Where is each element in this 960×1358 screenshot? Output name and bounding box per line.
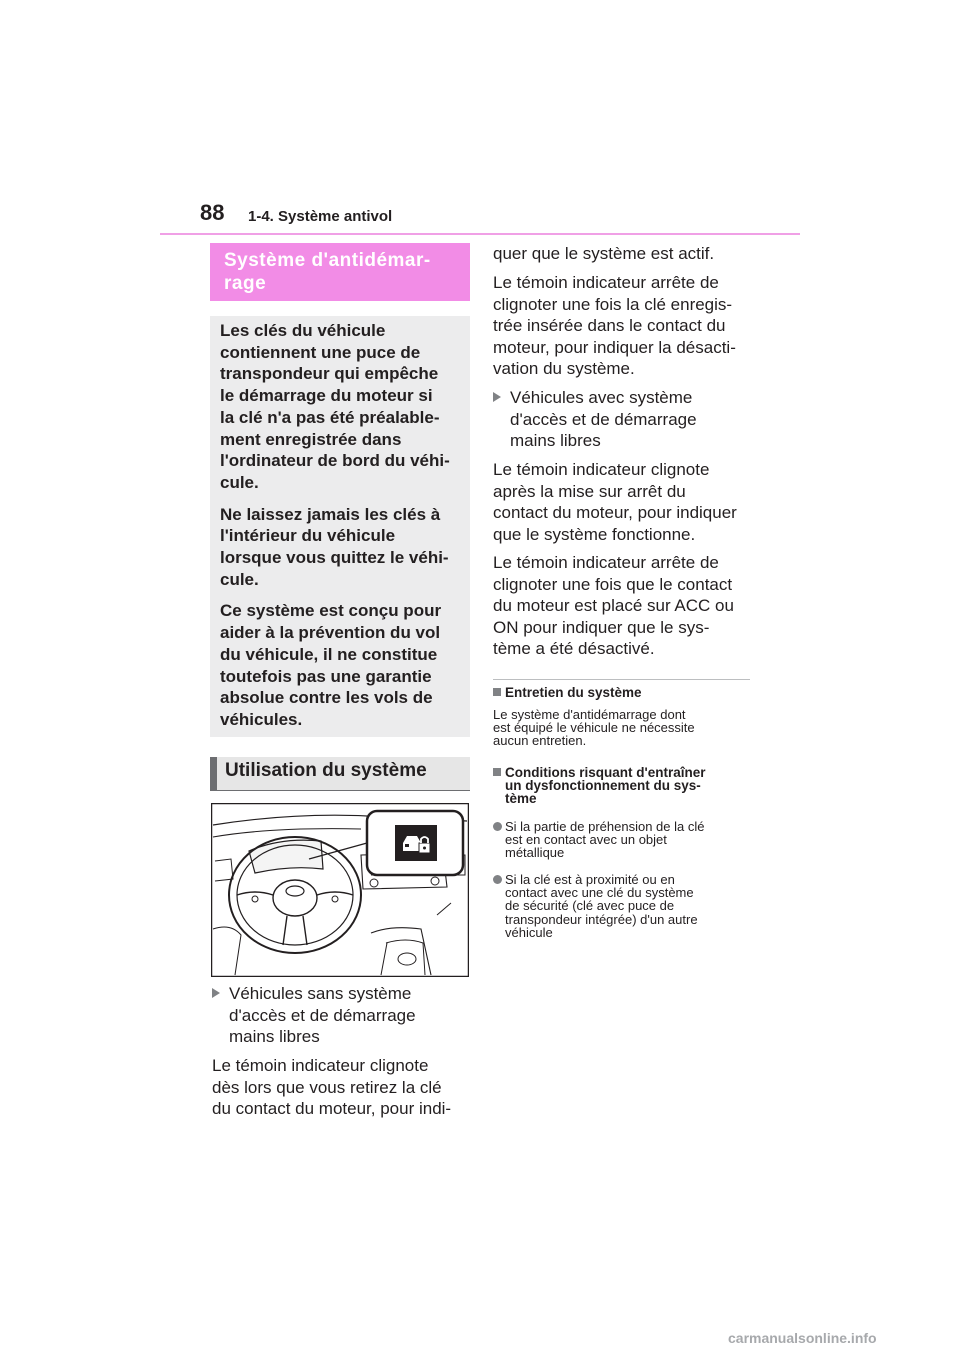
paragraph-deactivated: [493, 552, 755, 660]
text-line: aider à la prévention du vol: [220, 623, 441, 643]
text-line: Si la partie de préhension de la clé: [505, 819, 705, 834]
square-bullet-icon: [493, 688, 501, 696]
chapter-title: 1-4. Système antivol: [248, 208, 393, 225]
text-line: transpondeur qui empêche: [220, 364, 439, 384]
intro-paragraph: [220, 600, 460, 730]
paragraph-continued: quer que le système est actif.: [493, 244, 715, 263]
text-line: véhicule: [505, 924, 553, 940]
note-title: Entretien du système: [505, 685, 642, 700]
note-title: tème: [505, 791, 537, 806]
list-item-text: [505, 873, 698, 939]
note-heading-maintenance: [493, 686, 755, 699]
text-line: absolue contre les vols de: [220, 688, 433, 708]
text-line: mains libres: [229, 1027, 320, 1046]
header-divider: [160, 233, 800, 235]
text-line: Ne laissez jamais les clés à: [220, 504, 441, 524]
text-line: Le témoin indicateur arrête de: [493, 553, 719, 572]
text-line: Ce système est conçu pour: [220, 601, 442, 621]
text-line: est équipé le véhicule ne nécessite: [493, 720, 695, 736]
text-line: contiennent une puce de: [220, 342, 421, 362]
text-line: Véhicules sans système: [229, 984, 412, 1003]
section-title-line: Système d'antidémar-: [224, 250, 431, 271]
text-line: Véhicules avec système: [510, 388, 693, 407]
text-line: l'ordinateur de bord du véhi-: [220, 451, 450, 471]
note-heading-malfunction: [493, 766, 755, 805]
text-line: contact avec une clé du système: [505, 885, 694, 901]
text-line: après la mise sur arrêt du: [493, 481, 686, 501]
circle-bullet-icon: [493, 822, 502, 831]
text-line: cule.: [220, 569, 259, 589]
text-line: est en contact avec un objet: [505, 832, 667, 848]
text-line: clignoter une fois la clé enregis-: [493, 294, 733, 314]
text-line: que le système fonctionne.: [493, 524, 696, 544]
text-line: aucun entretien.: [493, 733, 587, 749]
text-line: moteur, pour indiquer la désacti-: [493, 337, 736, 357]
bullet-no-smart-key: [212, 983, 470, 1051]
footer-watermark: carmanualsonline.info: [728, 1330, 877, 1346]
text-line: toutefois pas une garantie: [220, 666, 432, 686]
text-line: vation du système.: [493, 359, 635, 378]
text-line: ON pour indiquer que le sys-: [493, 617, 710, 637]
triangle-bullet-icon: [493, 392, 501, 402]
section-title-immobilizer: [210, 243, 470, 301]
intro-box: [210, 316, 470, 737]
text-line: Le système d'antidémarrage dont: [493, 707, 686, 722]
text-line: l'intérieur du véhicule: [220, 526, 396, 546]
bullet-smart-key: [493, 387, 755, 455]
note-title: Conditions risquant d'entraîner: [505, 765, 706, 780]
list-item: [493, 873, 755, 943]
intro-paragraph: [220, 320, 460, 494]
text-line: dès lors que vous retirez la clé: [212, 1077, 442, 1097]
text-line: trée insérée dans le contact du: [493, 316, 726, 335]
text-line: du contact du moteur, pour indi-: [212, 1099, 452, 1118]
text-line: véhicules.: [220, 709, 303, 729]
text-line: Si la clé est à proximité ou en: [505, 872, 675, 887]
bullet-text: [510, 387, 697, 452]
paragraph-blinks-when-removed: [212, 1055, 474, 1120]
bullet-text: [229, 983, 416, 1048]
paragraph-stops-blinking: [493, 272, 755, 380]
circle-bullet-icon: [493, 875, 502, 884]
text-line: Le témoin indicateur arrête de: [493, 273, 719, 292]
dashboard-illustration: [211, 803, 469, 977]
text-line: du moteur est placé sur ACC ou: [493, 596, 734, 615]
list-item: [493, 820, 755, 862]
text-line: transpondeur intégrée) d'un autre: [505, 911, 698, 927]
text-line: mains libres: [510, 431, 601, 450]
subsection-divider: [210, 790, 470, 791]
text-line: clignoter une fois que le contact: [493, 574, 733, 594]
text-line: contact du moteur, pour indiquer: [493, 503, 737, 522]
square-bullet-icon: [493, 768, 501, 776]
text-line: lorsque vous quittez le véhi-: [220, 548, 449, 568]
section-title-line: rage: [224, 273, 267, 294]
text-line: cule.: [220, 472, 259, 492]
text-line: de sécurité (clé avec puce de: [505, 898, 675, 914]
text-line: d'accès et de démarrage: [510, 409, 697, 429]
text-line: le démarrage du moteur si: [220, 386, 433, 406]
text-line: tème a été désactivé.: [493, 639, 655, 658]
text-line: métallique: [505, 845, 565, 861]
list-item-text: [505, 820, 704, 860]
text-line: d'accès et de démarrage: [229, 1005, 416, 1025]
text-line: Le témoin indicateur clignote: [212, 1056, 429, 1075]
intro-paragraph: [220, 504, 460, 591]
subsection-title: Utilisation du système: [210, 757, 470, 791]
text-line: Le témoin indicateur clignote: [493, 460, 710, 479]
notes-divider: [493, 679, 750, 680]
text-line: du véhicule, il ne constitue: [220, 644, 438, 664]
text-line: Les clés du véhicule: [220, 321, 386, 340]
page-number: 88: [200, 200, 225, 225]
note-title: un dysfonctionnement du sys-: [505, 778, 701, 793]
triangle-bullet-icon: [212, 988, 220, 998]
paragraph-blinks-after-off: [493, 459, 755, 545]
text-line: la clé n'a pas été préalable-: [220, 407, 440, 427]
note-body-maintenance: [493, 708, 755, 748]
text-line: ment enregistrée dans: [220, 429, 402, 449]
